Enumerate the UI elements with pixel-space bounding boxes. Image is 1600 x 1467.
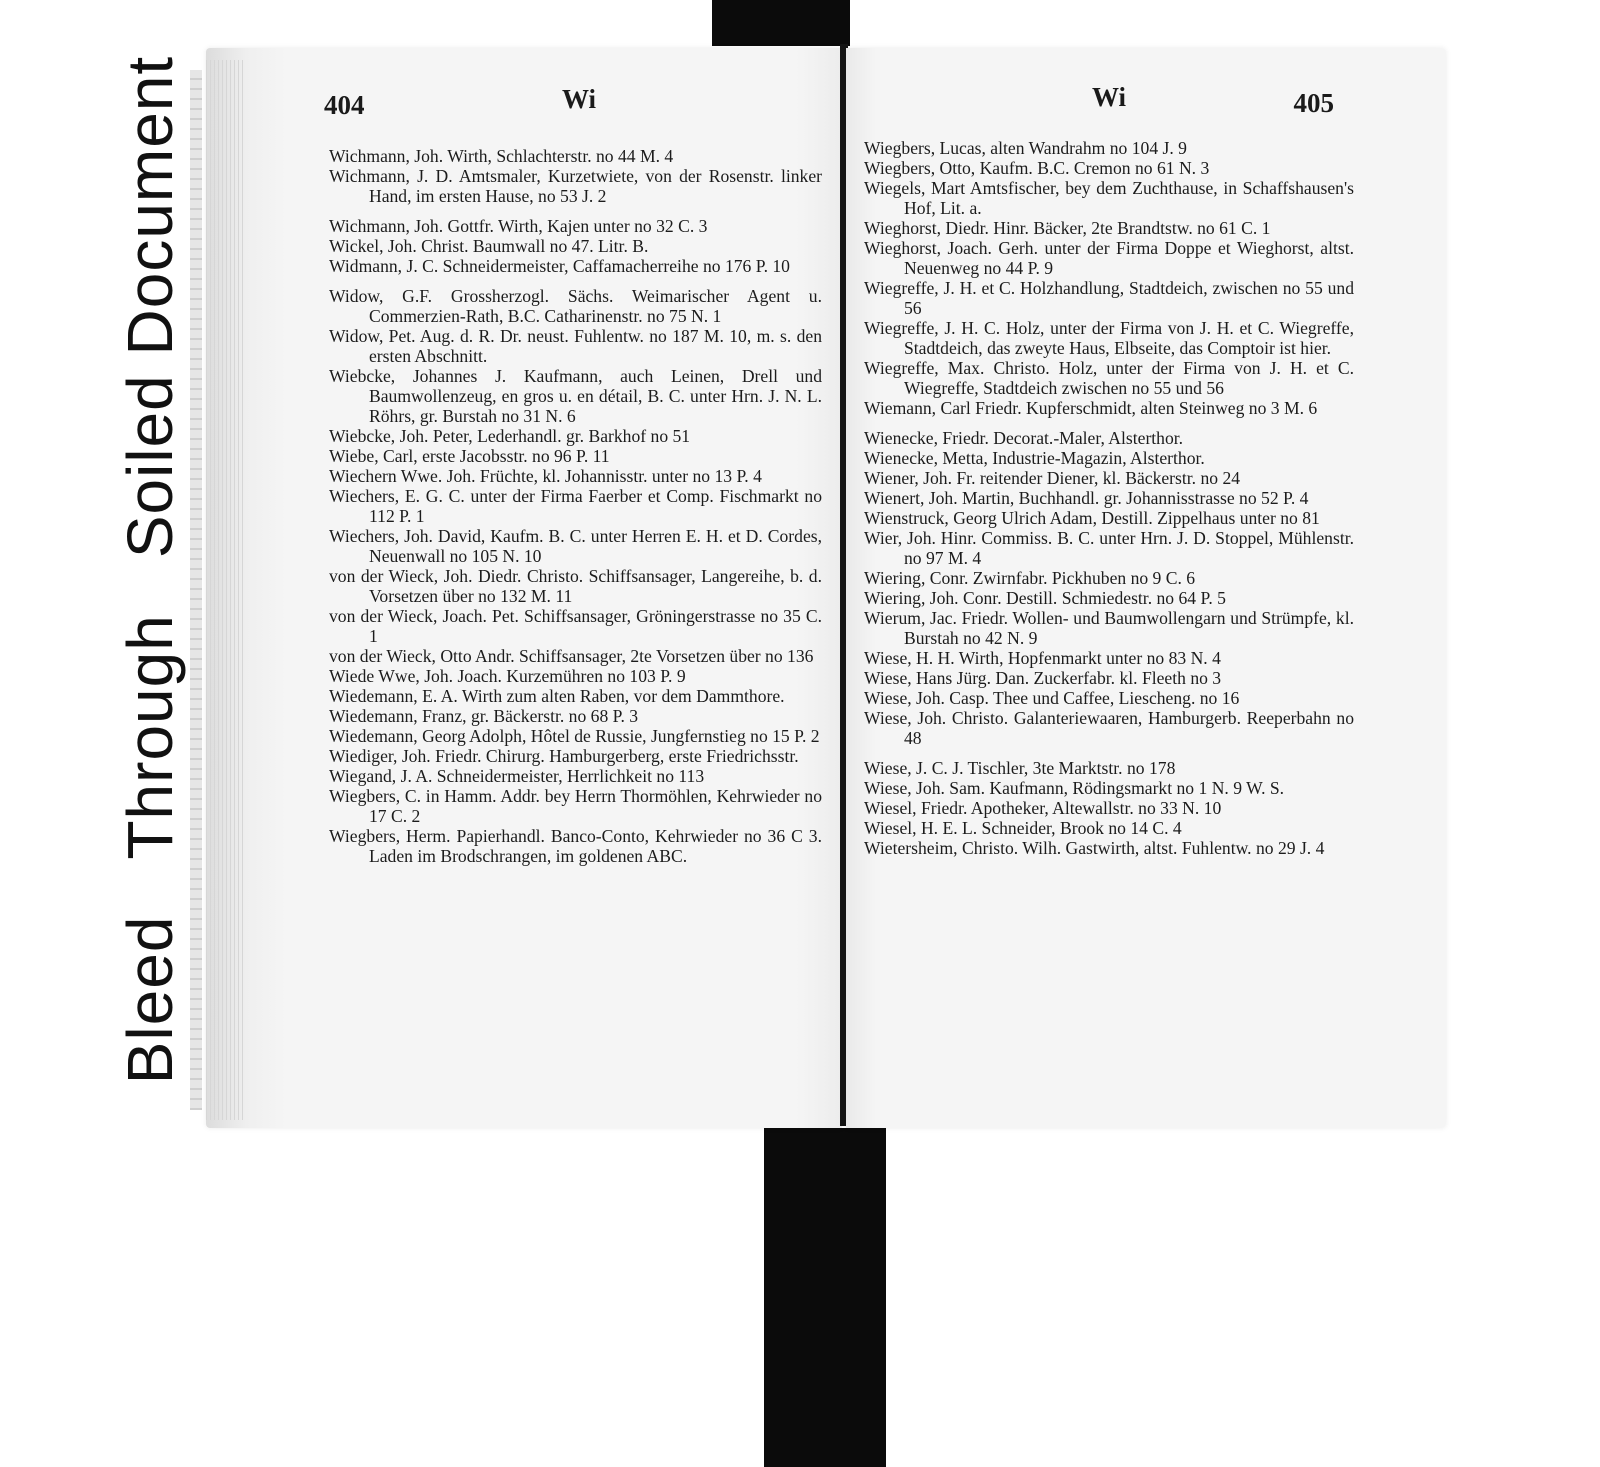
directory-entry: Wiese, J. C. J. Tischler, 3te Marktstr. no 178 [864, 758, 1176, 778]
directory-entry: Widmann, J. C. Schneidermeister, Caffamacherreihe no 176 P. 10 [329, 256, 790, 276]
directory-entry: Wichmann, Joh. Gottfr. Wirth, Kajen unter no 32 C. 3 [329, 216, 708, 236]
directory-entry: Wierum, Jac. Friedr. Wollen- und Baumwollengarn und Strümpfe, kl. Burstah no 42 N. 9 [864, 608, 1354, 648]
left-entries [329, 146, 822, 866]
directory-entry: Wiedemann, E. A. Wirth zum alten Raben, vor dem Dammthore. [329, 686, 785, 706]
right-page-number: 405 [1293, 88, 1334, 118]
side-label [100, 55, 200, 1085]
directory-entry: Wiebcke, Johannes J. Kaufmann, auch Leinen, Drell und Baumwollenzeug, en gros u. en détail, B. C. unter Hrn. J. N. L. Röhrs, gr. Burstah no 31 N. 6 [329, 366, 822, 426]
side-label-word-bleed: Bleed [114, 915, 186, 1085]
directory-entry: Wiebe, Carl, erste Jacobsstr. no 96 P. 11 [329, 446, 610, 466]
directory-entry: Wiering, Joh. Conr. Destill. Schmiedestr. no 64 P. 5 [864, 588, 1226, 608]
top-clamp [712, 0, 850, 46]
directory-entry: Wiese, Joh. Christo. Galanteriewaaren, Hamburgerb. Reeperbahn no 48 [864, 708, 1354, 748]
directory-entry: Wiediger, Joh. Friedr. Chirurg. Hamburgerberg, erste Friedrichsstr. [329, 746, 799, 766]
directory-entry: Wichmann, J. D. Amtsmaler, Kurzetwiete, von der Rosenstr. linker Hand, im ersten Hause, no 53 J. 2 [329, 166, 822, 206]
bottom-clamp [764, 1128, 886, 1467]
right-entries [864, 138, 1354, 858]
directory-entry: von der Wieck, Otto Andr. Schiffsansager, 2te Vorsetzen über no 136 [329, 646, 814, 666]
side-label-text [113, 28, 187, 1112]
directory-entry: Wiener, Joh. Fr. reitender Diener, kl. Bäckerstr. no 24 [864, 468, 1241, 488]
side-label-word-through: Through [114, 614, 186, 860]
directory-entry: Wiedemann, Franz, gr. Bäckerstr. no 68 P. 3 [329, 706, 639, 726]
directory-entry: Wiechers, Joh. David, Kaufm. B. C. unter Herren E. H. et D. Cordes, Neuenwall no 105 N. 10 [329, 526, 822, 566]
right-page [846, 48, 1446, 1128]
directory-entry: Wienecke, Friedr. Decorat.-Maler, Alsterthor. [864, 428, 1184, 448]
directory-entry: Wiegreffe, Max. Christo. Holz, unter der Firma von J. H. et C. Wiegreffe, Stadtdeich zwischen no 55 und 56 [864, 358, 1354, 398]
directory-entry: Wiede Wwe, Joh. Joach. Kurzemühren no 103 P. 9 [329, 666, 686, 686]
directory-entry: Wiegreffe, J. H. et C. Holzhandlung, Stadtdeich, zwischen no 55 und 56 [864, 278, 1354, 318]
directory-entry: Wickel, Joh. Christ. Baumwall no 47. Litr. B. [329, 236, 649, 256]
directory-entry: Wiechern Wwe. Joh. Früchte, kl. Johannisstr. unter no 13 P. 4 [329, 466, 762, 486]
directory-entry: von der Wieck, Joh. Diedr. Christo. Schiffsansager, Langereihe, b. d. Vorsetzen über no 132 M. 11 [329, 566, 822, 606]
directory-entry: Wiebcke, Joh. Peter, Lederhandl. gr. Barkhof no 51 [329, 426, 691, 446]
directory-entry: Wienert, Joh. Martin, Buchhandl. gr. Johannisstrasse no 52 P. 4 [864, 488, 1309, 508]
directory-entry: Wieghorst, Diedr. Hinr. Bäcker, 2te Brandtstw. no 61 C. 1 [864, 218, 1271, 238]
directory-entry: Wiedemann, Georg Adolph, Hôtel de Russie, Jungfernstieg no 15 P. 2 [329, 726, 820, 746]
page-edge-strip [190, 70, 202, 1110]
directory-entry: Wiegbers, Herm. Papierhandl. Banco-Conto, Kehrwieder no 36 C 3. Laden im Brodschrangen, im goldenen ABC. [329, 826, 822, 866]
directory-entry: Wiesel, H. E. L. Schneider, Brook no 14 C. 4 [864, 818, 1182, 838]
directory-entry: Wiegbers, Lucas, alten Wandrahm no 104 J. 9 [864, 138, 1187, 158]
directory-entry: Wiese, H. H. Wirth, Hopfenmarkt unter no 83 N. 4 [864, 648, 1221, 668]
directory-entry: Wiegels, Mart Amtsfischer, bey dem Zuchthause, in Schaffshausen's Hof, Lit. a. [864, 178, 1354, 218]
right-running-head [846, 82, 1446, 130]
directory-entry: Wichmann, Joh. Wirth, Schlachterstr. no 44 M. 4 [329, 146, 674, 166]
right-head-letters: Wi [1092, 82, 1127, 112]
directory-entry: Wiegand, J. A. Schneidermeister, Herrlichkeit no 113 [329, 766, 705, 786]
directory-entry: Wiegbers, Otto, Kaufm. B.C. Cremon no 61 N. 3 [864, 158, 1210, 178]
page-edge-lines [206, 60, 246, 1120]
directory-entry: Wienstruck, Georg Ulrich Adam, Destill. Zippelhaus unter no 81 [864, 508, 1320, 528]
directory-entry: Wiegreffe, J. H. C. Holz, unter der Firma von J. H. et C. Wiegreffe, Stadtdeich, das zweyte Haus, Elbseite, das Comptoir ist hier. [864, 318, 1354, 358]
directory-entry: Wiese, Joh. Sam. Kaufmann, Rödingsmarkt no 1 N. 9 W. S. [864, 778, 1285, 798]
directory-entry: Wiechers, E. G. C. unter der Firma Faerber et Comp. Fischmarkt no 112 P. 1 [329, 486, 822, 526]
directory-entry: Wiemann, Carl Friedr. Kupferschmidt, alten Steinweg no 3 M. 6 [864, 398, 1318, 418]
left-head-letters: Wi [562, 84, 597, 114]
directory-entry: Widow, Pet. Aug. d. R. Dr. neust. Fuhlentw. no 187 M. 10, m. s. den ersten Abschnitt. [329, 326, 822, 366]
directory-entry: Wiesel, Friedr. Apotheker, Altewallstr. no 33 N. 10 [864, 798, 1222, 818]
directory-entry: Wiese, Hans Jürg. Dan. Zuckerfabr. kl. Fleeth no 3 [864, 668, 1222, 688]
directory-entry: Wiering, Conr. Zwirnfabr. Pickhuben no 9 C. 6 [864, 568, 1196, 588]
left-page [206, 48, 842, 1128]
directory-entry: Wienecke, Metta, Industrie-Magazin, Alsterthor. [864, 448, 1205, 468]
directory-entry: Widow, G.F. Grossherzogl. Sächs. Weimarischer Agent u. Commerzien-Rath, B.C. Catharinenstr. no 75 N. 1 [329, 286, 822, 326]
left-page-number: 404 [324, 90, 365, 120]
directory-entry: Wiegbers, C. in Hamm. Addr. bey Herrn Thormöhlen, Kehrwieder no 17 C. 2 [329, 786, 822, 826]
directory-entry: von der Wieck, Joach. Pet. Schiffsansager, Gröningerstrasse no 35 C. 1 [329, 606, 822, 646]
directory-entry: Wieghorst, Joach. Gerh. unter der Firma Doppe et Wieghorst, altst. Neuenweg no 44 P. 9 [864, 238, 1354, 278]
directory-entry: Wiese, Joh. Casp. Thee und Caffee, Liescheng. no 16 [864, 688, 1240, 708]
directory-entry: Wietersheim, Christo. Wilh. Gastwirth, altst. Fuhlentw. no 29 J. 4 [864, 838, 1325, 858]
left-running-head [206, 84, 842, 130]
directory-entry: Wier, Joh. Hinr. Commiss. B. C. unter Hrn. J. D. Stoppel, Mühlenstr. no 97 M. 4 [864, 528, 1354, 568]
side-label-word-soiled: Soiled Document [114, 55, 186, 559]
